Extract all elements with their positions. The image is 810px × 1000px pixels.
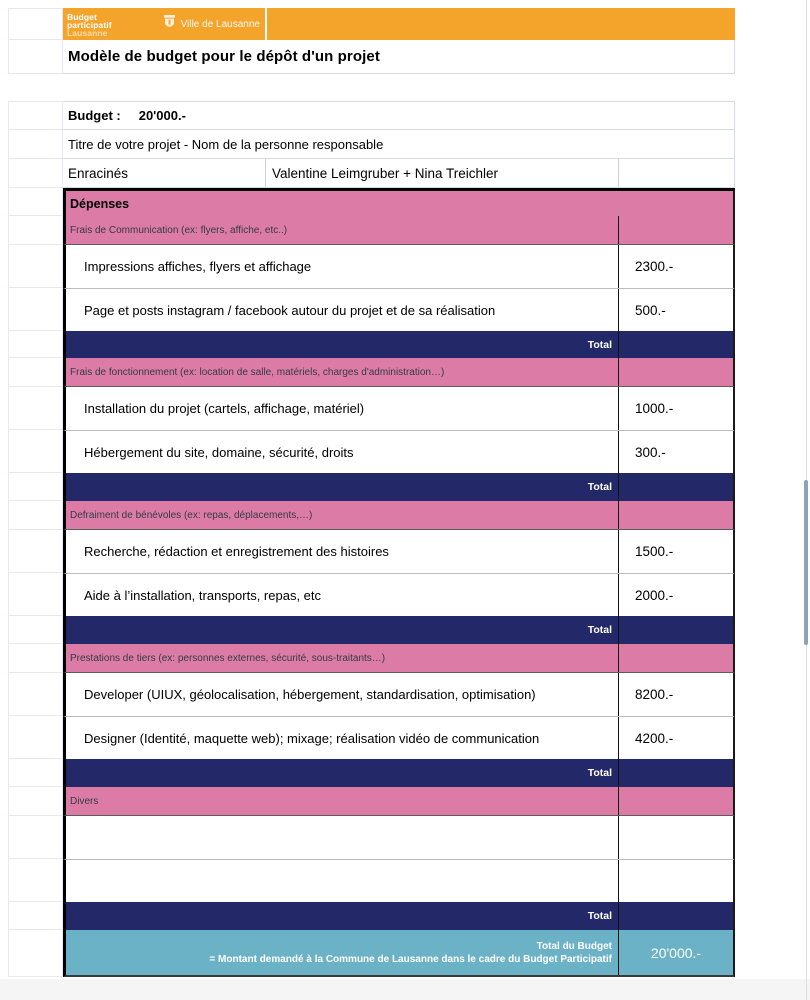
gutter-cell[interactable]: [8, 159, 63, 188]
gutter-cell[interactable]: [8, 759, 63, 787]
scrollbar-thumb[interactable]: [804, 480, 808, 645]
gutter-cell[interactable]: [8, 387, 63, 430]
gutter-cell[interactable]: [8, 616, 63, 644]
item-row: [8, 716, 735, 759]
section-total-cell[interactable]: Total: [63, 616, 735, 644]
empty-item-cell[interactable]: [63, 859, 735, 902]
empty-cell[interactable]: [618, 159, 734, 187]
budget-cell[interactable]: [63, 101, 735, 130]
gutter-cell[interactable]: [8, 859, 63, 902]
project-name-cell[interactable]: Enracinés: [68, 165, 129, 181]
city-label: Ville de Lausanne: [180, 18, 260, 30]
gutter-cell[interactable]: [8, 40, 63, 74]
gutter-cell[interactable]: [8, 473, 63, 501]
budget-value: 20'000.-: [138, 108, 186, 123]
section-total-cell[interactable]: Total: [63, 331, 735, 358]
subtitle-cell[interactable]: [63, 130, 735, 159]
subtitle-label: Titre de votre projet - Nom de la personne responsable: [68, 136, 384, 152]
amount-cell[interactable]: [618, 759, 733, 787]
amount-cell[interactable]: [618, 644, 733, 672]
section-header-row: [8, 501, 735, 530]
section-total-cell[interactable]: Total: [63, 902, 735, 930]
logo-wordmark: [67, 12, 112, 37]
item-row: [8, 816, 735, 859]
gutter-cell[interactable]: [8, 501, 63, 530]
item-row: [8, 859, 735, 902]
gutter-cell[interactable]: [8, 245, 63, 288]
gutter-cell[interactable]: [8, 787, 63, 816]
page-title: Modèle de budget pour le dépôt d'un projet: [68, 48, 380, 65]
section-total-row: [8, 616, 735, 644]
gutter-cell[interactable]: [8, 288, 63, 331]
project-cells: [63, 159, 735, 188]
brand-banner[interactable]: [63, 8, 735, 40]
section-total-row: [8, 473, 735, 501]
gutter-cell[interactable]: [8, 358, 63, 387]
responsables-cell[interactable]: Valentine Leimgruber + Nina Treichler: [265, 159, 618, 187]
gutter-cell[interactable]: [8, 816, 63, 859]
section-total-row: [8, 759, 735, 787]
gutter-cell[interactable]: [8, 902, 63, 930]
depenses-header-row: [8, 188, 735, 216]
cell-divider: [265, 8, 267, 40]
item-cell[interactable]: Hébergement du site, domaine, sécurité, droits 300.-: [63, 430, 735, 473]
section-benevoles-cell[interactable]: Defraiment de bénévoles (ex: repas, déplacements,…): [63, 501, 735, 530]
section-divers-cell[interactable]: Divers: [63, 787, 735, 816]
item-cell[interactable]: Recherche, rédaction et enregistrement des histoires 1500.-: [63, 530, 735, 573]
amount-cell[interactable]: [618, 787, 733, 815]
brand-row: [8, 8, 735, 40]
gutter-cell[interactable]: [8, 716, 63, 759]
depenses-title-cell[interactable]: [63, 188, 735, 216]
grand-total-labels: [66, 940, 618, 966]
item-row: [8, 387, 735, 430]
amount-cell[interactable]: 4200.-: [618, 717, 733, 759]
item-row: [8, 430, 735, 473]
lausanne-crest-icon: [162, 15, 177, 33]
row-gap: [8, 74, 735, 101]
item-cell[interactable]: Designer (Identité, maquette web); mixage; réalisation vidéo de communication 4200.-: [63, 716, 735, 759]
gutter-cell[interactable]: [8, 930, 63, 977]
spreadsheet: [8, 8, 735, 977]
item-row: [8, 288, 735, 331]
section-tiers-cell[interactable]: Prestations de tiers (ex: personnes externes, sécurité, sous-traitants…): [63, 644, 735, 673]
amount-cell[interactable]: [618, 358, 733, 386]
section-header-row: [8, 216, 735, 245]
logo-line2: participatif: [67, 19, 112, 30]
gutter-cell[interactable]: [8, 188, 63, 216]
logo-line1: Budget: [67, 11, 97, 22]
grand-total-amount-cell[interactable]: [618, 930, 733, 975]
section-total-row: [8, 902, 735, 930]
gutter-cell[interactable]: [8, 101, 63, 130]
section-header-row: [8, 644, 735, 673]
amount-cell[interactable]: 500.-: [618, 289, 733, 331]
project-row: [8, 159, 735, 188]
item-row: [8, 573, 735, 616]
item-row: [8, 245, 735, 288]
section-header-row: [8, 787, 735, 816]
title-row: [8, 40, 735, 74]
section-total-cell[interactable]: Total: [63, 473, 735, 501]
section-total-row: [8, 331, 735, 358]
amount-cell[interactable]: [618, 501, 733, 529]
item-cell[interactable]: Aide à l’installation, transports, repas, etc 2000.-: [63, 573, 735, 616]
gutter-cell[interactable]: [8, 673, 63, 716]
gutter-cell[interactable]: [8, 331, 63, 358]
amount-cell[interactable]: 1000.-: [618, 387, 733, 430]
item-row: [8, 530, 735, 573]
amount-cell[interactable]: [618, 473, 733, 501]
grand-total-line1: Total du Budget: [536, 940, 612, 952]
item-cell[interactable]: Developer (UIUX, géolocalisation, hébergement, standardisation, optimisation) 8200.-: [63, 673, 735, 716]
amount-cell[interactable]: [618, 216, 733, 244]
budget-participatif-logo: [63, 12, 260, 37]
item-row: [8, 673, 735, 716]
empty-item-cell[interactable]: [63, 816, 735, 859]
section-header-row: [8, 358, 735, 387]
amount-cell[interactable]: 2000.-: [618, 574, 733, 616]
grand-total-row: [8, 930, 735, 977]
section-total-cell[interactable]: Total: [63, 759, 735, 787]
amount-cell[interactable]: [618, 616, 733, 644]
logo-line3: Lausanne: [67, 27, 108, 38]
amount-cell[interactable]: 300.-: [618, 431, 733, 473]
gutter-cell[interactable]: [8, 644, 63, 673]
grand-total-cell[interactable]: [63, 930, 735, 977]
amount-cell[interactable]: [618, 331, 733, 358]
budget-row: [8, 101, 735, 130]
gutter-cell[interactable]: [8, 8, 63, 40]
ville-de-lausanne-logo: [162, 15, 260, 33]
depenses-title: Dépenses: [70, 196, 130, 211]
gutter-cell[interactable]: [8, 530, 63, 573]
amount-cell[interactable]: [618, 816, 733, 859]
amount-cell[interactable]: 1500.-: [618, 530, 733, 573]
amount-cell[interactable]: 8200.-: [618, 673, 733, 716]
gutter-cell[interactable]: [8, 430, 63, 473]
item-cell[interactable]: Impressions affiches, flyers et affichage 2300.-: [63, 245, 735, 288]
amount-cell[interactable]: [618, 860, 733, 902]
section-communication-cell[interactable]: Frais de Communication (ex: flyers, affiche, etc..): [63, 216, 735, 245]
budget-label: Budget :: [68, 108, 121, 123]
gutter-cell[interactable]: [8, 130, 63, 159]
grand-total-amount: 20'000.-: [650, 944, 702, 961]
section-fonctionnement-cell[interactable]: Frais de fonctionnement (ex: location de salle, matériels, charges d'administration…): [63, 358, 735, 387]
item-cell[interactable]: Installation du projet (cartels, affichage, matériel) 1000.-: [63, 387, 735, 430]
amount-cell[interactable]: 2300.-: [618, 245, 733, 288]
footer-strip: [0, 979, 810, 1000]
item-cell[interactable]: Page et posts instagram / facebook autour du projet et de sa réalisation 500.-: [63, 288, 735, 331]
grand-total-line2: = Montant demandé à la Commune de Lausanne dans le cadre du Budget Participatif: [209, 953, 612, 965]
subtitle-row: [8, 130, 735, 159]
title-cell[interactable]: [63, 40, 735, 74]
gutter-cell[interactable]: [8, 573, 63, 616]
gutter-cell[interactable]: [8, 216, 63, 245]
amount-cell[interactable]: [618, 902, 733, 930]
